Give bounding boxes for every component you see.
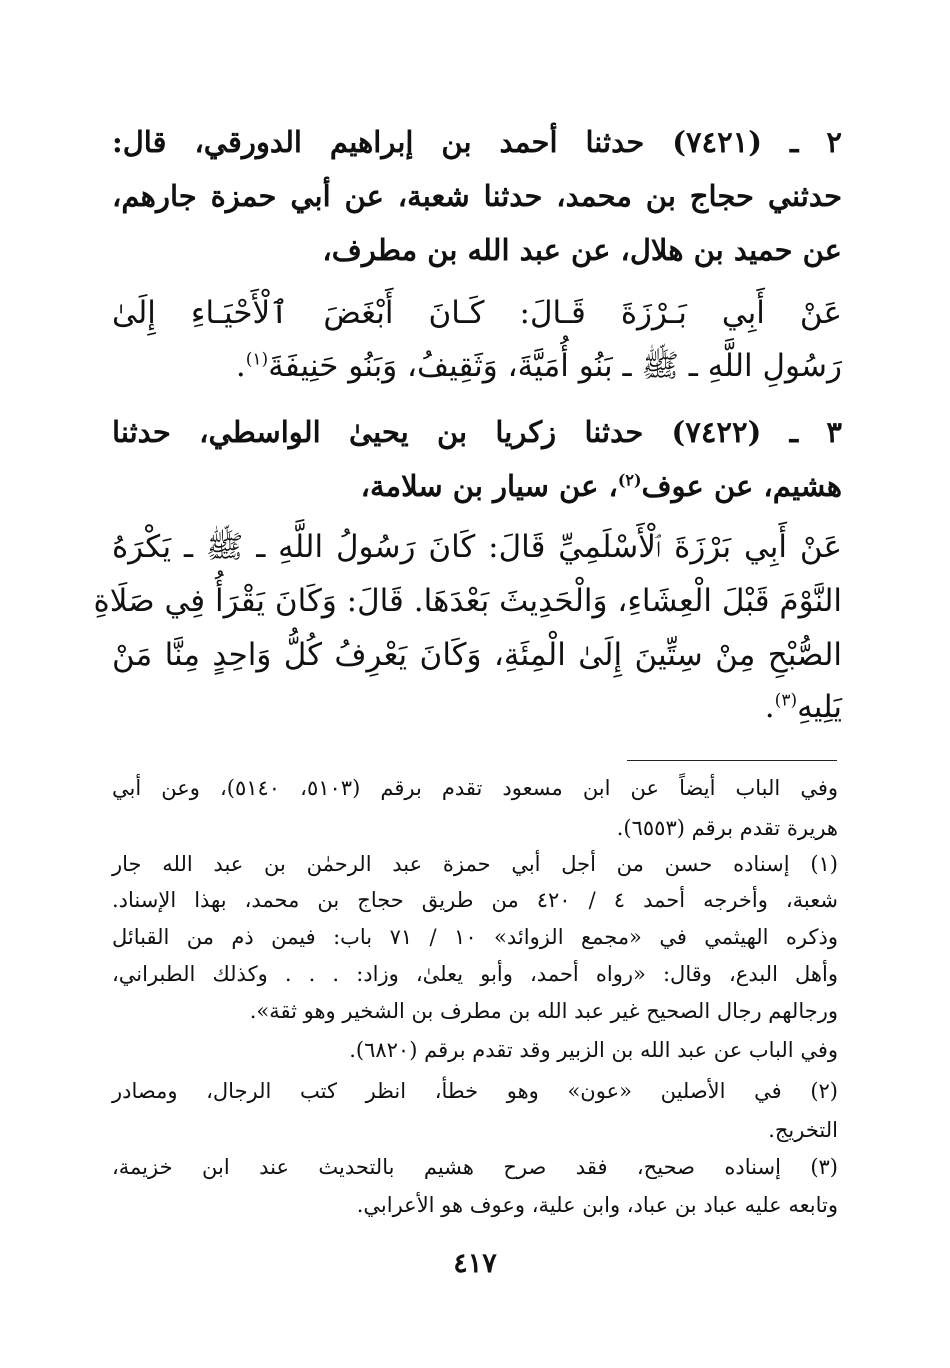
footnote-line-6: وأهل البدع، وقال: «رواه أحمد، وأبو يعلىٰ، وزاد: . . . وكذلك الطبراني، [112, 962, 838, 986]
hadith-3-text-line-3: الصُّبْحِ مِنْ سِتِّينَ إِلَىٰ الْمِئَةِ، وَكَانَ يَعْرِفُ كُلُّ وَاحِدٍ مِنَّا مَنْ [112, 637, 842, 673]
footnote-line-8: وفي الباب عن عبد الله بن الزبير وقد تقدم برقم (٦٨٢٠). [349, 1038, 838, 1062]
footnote-marker-3: (٣) [774, 690, 798, 711]
footnote-line-2: هريرة تقدم برقم (٦٥٥٣). [616, 816, 838, 840]
hadith-3-line-1: ٣ ـ (٧٤٢٢) حدثنا زكريا بن يحيىٰ الواسطي، حدثنا [112, 415, 842, 449]
end-mark-1: . [235, 348, 246, 384]
hadith-2-text-line-1: عَنْ أَبِي بَـرْزَةَ قَـالَ: كَـانَ أَبْغَضَ ٱلْأَحْيَـاءِ إِلَىٰ [112, 295, 842, 331]
hadith-2-line-1: ٢ ـ (٧٤٢١) حدثنا أحمد بن إبراهيم الدورقي، قال: [112, 125, 842, 159]
hadith-2-text-line-2 [112, 349, 842, 385]
footnote-line-12: وتابعه عليه عباد بن عباد، وابن علية، وعوف هو الأعرابي. [356, 1193, 838, 1217]
hadith-2-line-3: عن حميد بن هلال، عن عبد الله بن مطرف، [322, 233, 842, 267]
footnote-line-1: وفي الباب أيضاً عن ابن مسعود تقدم برقم (٥١٠٣، ٥١٤٠)، وعن أبي [112, 776, 838, 800]
footnote-line-7: ورجالهم رجال الصحيح غير عبد الله بن مطرف بن الشخير وهو ثقة». [249, 999, 838, 1023]
footnote-line-3: (١) إسناده حسن من أجل أبي حمزة عبد الرحمٰن بن عبد الله جار [112, 852, 838, 876]
footnote-line-10: التخريج. [768, 1118, 838, 1142]
footnote-marker-2: (٢) [617, 470, 642, 490]
hadith-3-text-line-4 [112, 690, 842, 726]
hadith-3-line-2-b: ، عن سيار بن سلامة، [360, 469, 618, 503]
hadith-3-line-2-a: هشيم، عن عوف [641, 469, 842, 503]
page-number: ٤١٧ [453, 1248, 497, 1279]
footnote-line-11: (٣) إسناده صحيح، فقد صرح هشيم بالتحديث عند ابن خزيمة، [112, 1155, 838, 1179]
footnote-separator [627, 760, 837, 761]
hadith-2-line-2: حدثني حجاج بن محمد، حدثنا شعبة، عن أبي حمزة جارهم، [112, 179, 842, 213]
hadith-2-text: رَسُولِ اللَّهِ ـ ﷺ ـ بَنُو أُمَيَّةَ، وَثَقِيفُ، وَبَنُو حَنِيفَةَ [268, 348, 842, 384]
footnote-marker-1: (١) [245, 349, 269, 370]
footnote-line-4: شعبة، وأخرجه أحمد ٤ / ٤٢٠ من طريق حجاج بن محمد، بهذا الإسناد. [112, 888, 838, 912]
footnote-line-5: وذكره الهيثمي في «مجمع الزوائد» ١٠ / ٧١ باب: فيمن ذم من القبائل [112, 925, 838, 949]
hadith-3-line-2 [112, 470, 842, 503]
hadith-3-text-line-1: عَنْ أَبِي بَرْزَةَ ٱلْأَسْلَمِيِّ قَالَ: كَانَ رَسُولُ اللَّهِ ـ ﷺ ـ يَكْرَهُ [112, 529, 842, 565]
footnote-line-9: (٢) في الأصلين «عون» وهو خطأ، انظر كتب الرجال، ومصادر [112, 1079, 838, 1103]
hadith-3-text-end: يَلِيهِ [797, 689, 842, 725]
hadith-3-text-line-2: النَّوْمَ قَبْلَ الْعِشَاءِ، وَالْحَدِيثَ بَعْدَهَا. قَالَ: وَكَانَ يَقْرَأُ فِي صَلَاةِ [93, 583, 842, 619]
end-mark-3: . [764, 689, 775, 725]
